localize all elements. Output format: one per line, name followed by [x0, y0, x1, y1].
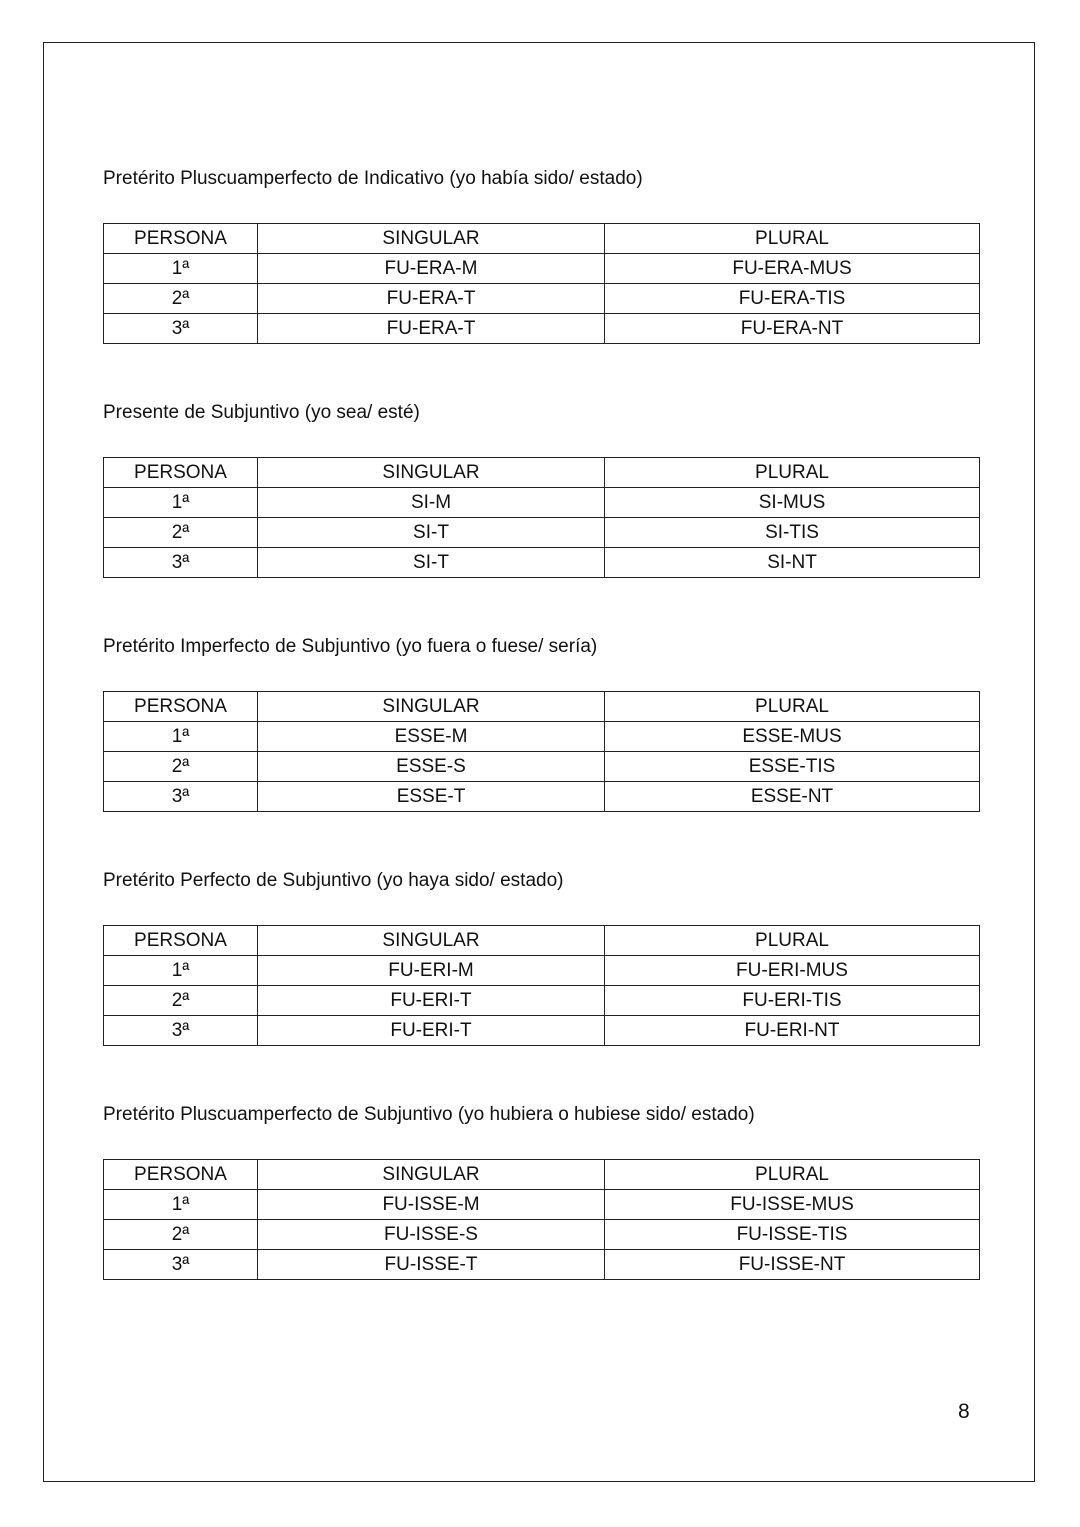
conjugation-table: [103, 691, 980, 812]
table-header-row: [104, 458, 980, 488]
table-header-row: [104, 224, 980, 254]
plural-cell: FU-ISSE-TIS: [605, 1220, 980, 1250]
singular-cell: FU-ERA-M: [258, 254, 605, 284]
table-header-row: [104, 1160, 980, 1190]
persona-cell: 2ª: [104, 284, 258, 314]
singular-cell: ESSE-S: [258, 752, 605, 782]
singular-cell: ESSE-T: [258, 782, 605, 812]
header-plural: PLURAL: [605, 224, 980, 254]
conjugation-table: [103, 457, 980, 578]
table-row: [104, 752, 980, 782]
singular-cell: FU-ERI-T: [258, 986, 605, 1016]
table-row: [104, 548, 980, 578]
table-header-row: [104, 926, 980, 956]
persona-cell: 1ª: [104, 722, 258, 752]
table-row: [104, 1220, 980, 1250]
conjugation-table: [103, 223, 980, 344]
plural-cell: FU-ERA-NT: [605, 314, 980, 344]
header-persona: PERSONA: [104, 926, 258, 956]
header-singular: SINGULAR: [258, 224, 605, 254]
table-header-row: [104, 692, 980, 722]
persona-cell: 3ª: [104, 782, 258, 812]
singular-cell: FU-ERI-T: [258, 1016, 605, 1046]
plural-cell: FU-ISSE-MUS: [605, 1190, 980, 1220]
persona-cell: 1ª: [104, 254, 258, 284]
plural-cell: ESSE-TIS: [605, 752, 980, 782]
plural-cell: FU-ERI-MUS: [605, 956, 980, 986]
section-heading: Pretérito Imperfecto de Subjuntivo (yo fuera o fuese/ sería): [103, 636, 598, 657]
persona-cell: 2ª: [104, 518, 258, 548]
header-persona: PERSONA: [104, 1160, 258, 1190]
plural-cell: SI-MUS: [605, 488, 980, 518]
persona-cell: 2ª: [104, 752, 258, 782]
header-persona: PERSONA: [104, 458, 258, 488]
plural-cell: FU-ERI-TIS: [605, 986, 980, 1016]
section-presente-subjuntivo: [103, 401, 979, 573]
singular-cell: FU-ISSE-T: [258, 1250, 605, 1280]
table-row: [104, 1250, 980, 1280]
plural-cell: ESSE-MUS: [605, 722, 980, 752]
conjugation-table: [103, 1159, 980, 1280]
section-imperfecto-subjuntivo: [103, 635, 979, 807]
singular-cell: SI-T: [258, 548, 605, 578]
header-persona: PERSONA: [104, 224, 258, 254]
header-plural: PLURAL: [605, 458, 980, 488]
persona-cell: 1ª: [104, 956, 258, 986]
persona-cell: 3ª: [104, 1016, 258, 1046]
section-heading: Pretérito Perfecto de Subjuntivo (yo haya sido/ estado): [103, 870, 564, 891]
persona-cell: 3ª: [104, 1250, 258, 1280]
plural-cell: FU-ERA-MUS: [605, 254, 980, 284]
table-row: [104, 314, 980, 344]
section-pluscuamperfecto-subjuntivo: [103, 1103, 979, 1275]
table-row: [104, 1190, 980, 1220]
table-row: [104, 956, 980, 986]
singular-cell: FU-ERA-T: [258, 284, 605, 314]
persona-cell: 2ª: [104, 986, 258, 1016]
singular-cell: ESSE-M: [258, 722, 605, 752]
header-singular: SINGULAR: [258, 926, 605, 956]
table-row: [104, 488, 980, 518]
plural-cell: FU-ERI-NT: [605, 1016, 980, 1046]
table-row: [104, 1016, 980, 1046]
section-perfecto-subjuntivo: [103, 869, 979, 1041]
header-plural: PLURAL: [605, 926, 980, 956]
plural-cell: SI-NT: [605, 548, 980, 578]
header-persona: PERSONA: [104, 692, 258, 722]
table-row: [104, 518, 980, 548]
header-singular: SINGULAR: [258, 692, 605, 722]
plural-cell: SI-TIS: [605, 518, 980, 548]
persona-cell: 1ª: [104, 1190, 258, 1220]
header-singular: SINGULAR: [258, 458, 605, 488]
persona-cell: 3ª: [104, 548, 258, 578]
singular-cell: FU-ISSE-M: [258, 1190, 605, 1220]
singular-cell: SI-M: [258, 488, 605, 518]
conjugation-table: [103, 925, 980, 1046]
section-heading: Pretérito Pluscuamperfecto de Indicativo (yo había sido/ estado): [103, 168, 643, 189]
page-number: 8: [958, 1400, 970, 1423]
persona-cell: 1ª: [104, 488, 258, 518]
plural-cell: FU-ISSE-NT: [605, 1250, 980, 1280]
singular-cell: SI-T: [258, 518, 605, 548]
table-row: [104, 722, 980, 752]
plural-cell: FU-ERA-TIS: [605, 284, 980, 314]
header-plural: PLURAL: [605, 692, 980, 722]
singular-cell: FU-ERI-M: [258, 956, 605, 986]
table-row: [104, 782, 980, 812]
header-singular: SINGULAR: [258, 1160, 605, 1190]
table-row: [104, 284, 980, 314]
plural-cell: ESSE-NT: [605, 782, 980, 812]
section-heading: Pretérito Pluscuamperfecto de Subjuntivo (yo hubiera o hubiese sido/ estado): [103, 1104, 755, 1125]
table-row: [104, 254, 980, 284]
table-row: [104, 986, 980, 1016]
persona-cell: 2ª: [104, 1220, 258, 1250]
persona-cell: 3ª: [104, 314, 258, 344]
section-pluscuamperfecto-indicativo: [103, 167, 979, 339]
header-plural: PLURAL: [605, 1160, 980, 1190]
singular-cell: FU-ERA-T: [258, 314, 605, 344]
singular-cell: FU-ISSE-S: [258, 1220, 605, 1250]
section-heading: Presente de Subjuntivo (yo sea/ esté): [103, 402, 420, 423]
